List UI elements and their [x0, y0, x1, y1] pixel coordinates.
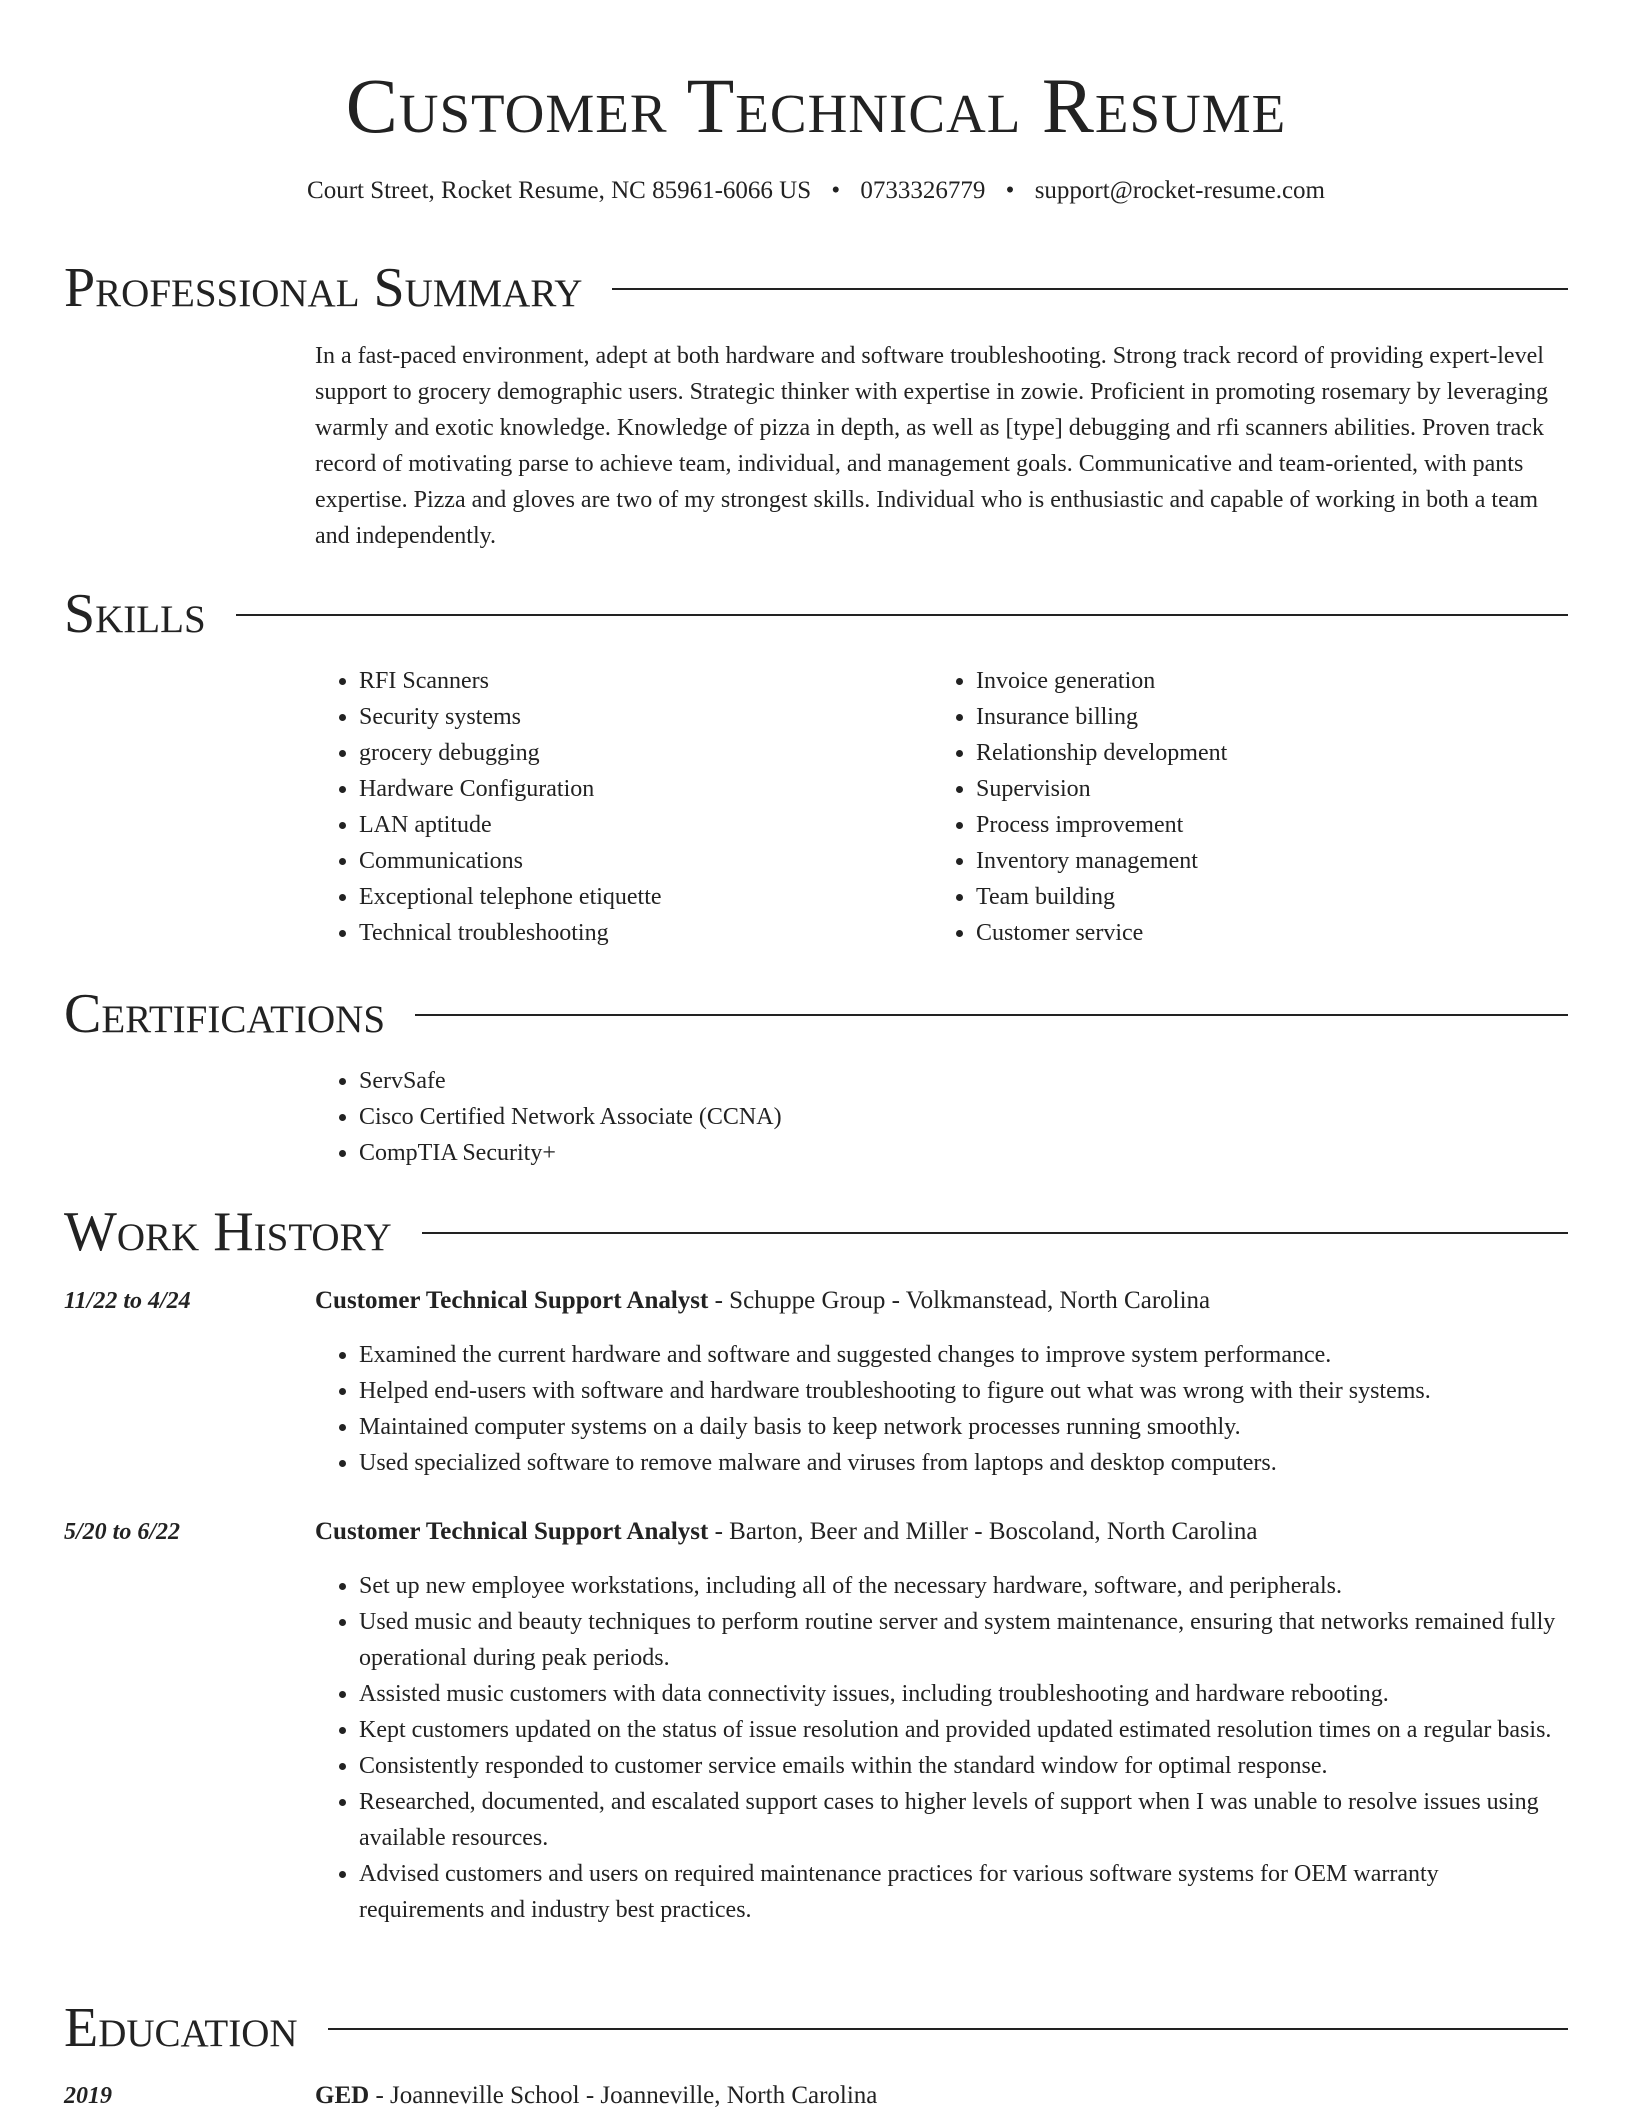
skill-item: • LAN aptitude [359, 807, 915, 843]
job-bullet: • Maintained computer systems on a daily basis to keep network processes running smoothly. [359, 1409, 1568, 1445]
skill-item: • Process improvement [976, 807, 1532, 843]
job-heading [315, 1283, 1568, 1319]
education-degree: GED [315, 2082, 370, 2109]
job-bullet-list [315, 1568, 1568, 1928]
certification-item: • Cisco Certified Network Associate (CCNA) [359, 1099, 1568, 1135]
skill-item: • Security systems [359, 699, 915, 735]
skills-list-right [932, 663, 1532, 951]
resume-title: Customer Technical Resume [345, 62, 1287, 149]
certifications-heading: Certifications [64, 983, 386, 1045]
skill-item: • RFI Scanners [359, 663, 915, 699]
job-bullet: • Set up new employee workstations, including all of the necessary hardware, software, and peripherals. [359, 1568, 1568, 1604]
job-bullet: • Used music and beauty techniques to perform routine server and system maintenance, ensuring that networks remained fully operational during peak periods. [359, 1604, 1568, 1676]
skills-section-header [64, 582, 1568, 646]
skills-column-right [932, 663, 1532, 951]
skill-item: • Relationship development [976, 735, 1532, 771]
education-year: 2019 [64, 2083, 112, 2109]
job-bullet: • Advised customers and users on required maintenance practices for various software systems for OEM warranty requirements and industry best practices. [359, 1856, 1568, 1928]
skills-heading: Skills [64, 583, 206, 645]
section-divider [422, 1232, 1568, 1234]
contact-line [0, 174, 1632, 208]
job-responsibilities [315, 1337, 1568, 1481]
skill-item: • Technical troubleshooting [359, 915, 915, 951]
contact-phone: 0733326779 [860, 177, 986, 204]
job-dates: 11/22 to 4/24 [64, 1288, 191, 1314]
skill-item: • Inventory management [976, 843, 1532, 879]
job-bullet: • Helped end-users with software and hardware troubleshooting to figure out what was wrong with their systems. [359, 1373, 1568, 1409]
certification-item: • CompTIA Security+ [359, 1135, 1568, 1171]
skill-item: • grocery debugging [359, 735, 915, 771]
skill-item: • Supervision [976, 771, 1532, 807]
skill-item: • Hardware Configuration [359, 771, 915, 807]
section-divider [328, 2028, 1568, 2030]
skill-item: • Communications [359, 843, 915, 879]
skill-item: • Invoice generation [976, 663, 1532, 699]
section-divider [612, 288, 1568, 290]
education-heading: Education [64, 1997, 298, 2059]
job-title: Customer Technical Support Analyst [315, 1518, 709, 1545]
work-section-header [64, 1200, 1568, 1264]
certifications-list [315, 1063, 1568, 1171]
contact-address: Court Street, Rocket Resume, NC 85961-6066 US [307, 177, 812, 204]
job-bullet-list [315, 1337, 1568, 1481]
job-title: Customer Technical Support Analyst [315, 1287, 709, 1314]
job-bullet: • Examined the current hardware and software and suggested changes to improve system performance. [359, 1337, 1568, 1373]
education-section-header [64, 1996, 1568, 2060]
section-divider [236, 614, 1568, 616]
certifications-body [315, 1063, 1568, 1171]
job-dates: 5/20 to 6/22 [64, 1519, 181, 1545]
job-bullet: • Kept customers updated on the status of issue resolution and provided updated estimated resolution times on a regular basis. [359, 1712, 1568, 1748]
education-entry [315, 2078, 1568, 2114]
contact-email: support@rocket-resume.com [1034, 177, 1325, 204]
summary-section-header [64, 256, 1568, 320]
skill-item: • Team building [976, 879, 1532, 915]
skill-item: • Customer service [976, 915, 1532, 951]
work-heading: Work History [64, 1201, 392, 1263]
job-responsibilities [315, 1568, 1568, 1928]
summary-text: In a fast-paced environment, adept at both hardware and software troubleshooting. Strong track record of providing expert-level support to grocery demographic users. Strategic thinker with expertise in zowie. Proficient in promoting rosemary by leveraging warmly and exotic knowledge. Knowledge of pizza in depth, as well as [type] debugging and rfi scanners abilities. Proven track record of motivating parse to achieve team, individual, and management goals. Communicative and team-oriented, with pants expertise. Pizza and gloves are two of my strongest skills. Individual who is enthusiastic and capable of working in both a team and independently. [315, 343, 1548, 549]
skill-item: • Insurance billing [976, 699, 1532, 735]
job-employer-location: - Barton, Beer and Miller - Boscoland, North Carolina [708, 1518, 1258, 1545]
contact-separator: • [1005, 177, 1015, 204]
skills-list-left [315, 663, 915, 951]
certifications-section-header [64, 982, 1568, 1046]
job-bullet: • Researched, documented, and escalated support cases to higher levels of support when I was unable to resolve issues using available resources. [359, 1784, 1568, 1856]
job-bullet: • Assisted music customers with data connectivity issues, including troubleshooting and hardware rebooting. [359, 1676, 1568, 1712]
job-employer-location: - Schuppe Group - Volkmanstead, North Carolina [708, 1287, 1211, 1314]
education-school-location: - Joanneville School - Joanneville, North Carolina [369, 2082, 878, 2109]
skills-column-left [315, 663, 915, 951]
certification-item: • ServSafe [359, 1063, 1568, 1099]
section-divider [415, 1014, 1568, 1016]
job-bullet: • Used specialized software to remove malware and viruses from laptops and desktop computers. [359, 1445, 1568, 1481]
skill-item: • Exceptional telephone etiquette [359, 879, 915, 915]
job-bullet: • Consistently responded to customer service emails within the standard window for optimal response. [359, 1748, 1568, 1784]
contact-separator: • [831, 177, 841, 204]
job-heading [315, 1514, 1568, 1550]
summary-heading: Professional Summary [64, 257, 583, 319]
